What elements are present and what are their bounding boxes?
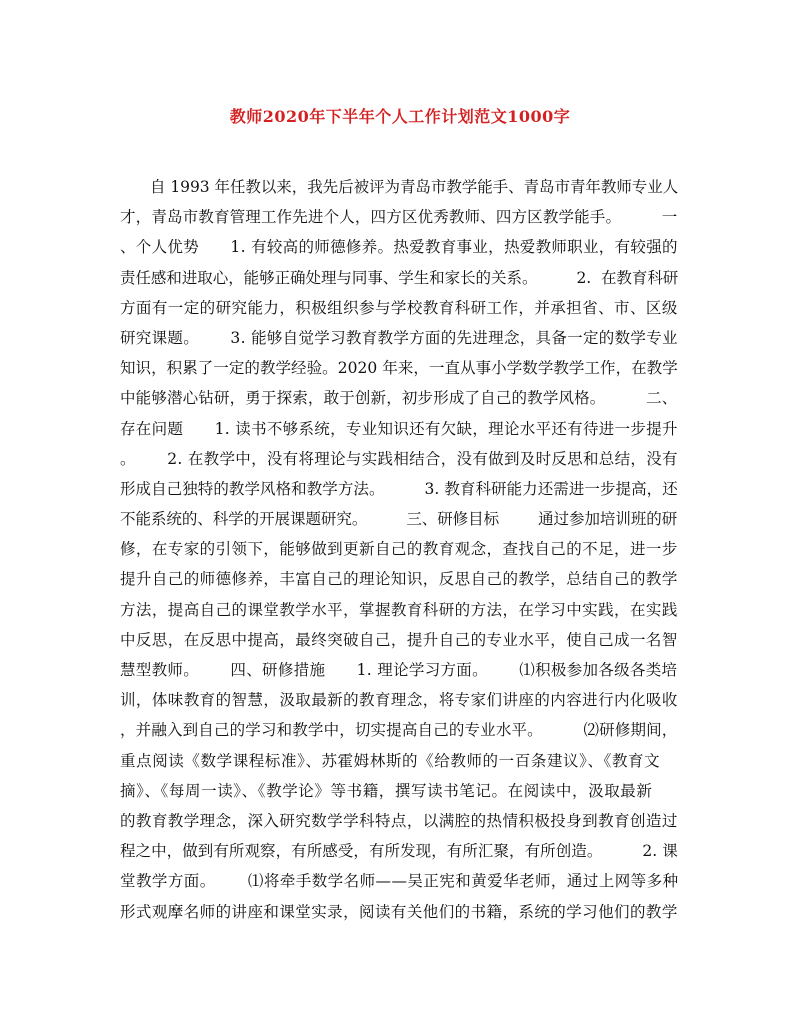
body-line: 慧型教师。 四、研修措施 1. 理论学习方面。 ⑴积极参加各级各类培: [120, 661, 678, 679]
body-line: 摘》、《每周一读》、《教学论》等书籍，撰写读书笔记。在阅读中，汲取最新: [120, 781, 653, 800]
body-line: 研究课题。 3. 能够自觉学习教育教学方面的先进理念，具备一定的数学专业: [120, 328, 678, 347]
body-line: 的教育教学理念，深入研究数学学科特点，以满腔的热情积极投身到教育创造过: [120, 811, 678, 830]
body-line: 中能够潜心钻研，勇于探索，敢于创新，初步形成了自己的教学风格。 二、: [120, 389, 678, 408]
body-line: 提升自己的师德修养，丰富自己的理论知识，反思自己的教学，总结自己的教学: [120, 570, 678, 589]
body-line: 中反思，在反思中提高，最终突破自己，提升自己的专业水平，使自己成一名智: [120, 630, 678, 649]
body-line: 程之中，做到有所观察，有所感受，有所发现，有所汇聚，有所创造。 2. 课: [120, 842, 678, 861]
body-line: 才，青岛市教育管理工作先进个人，四方区优秀教师、四方区教学能手。 一: [120, 208, 678, 227]
body-line: 形式观摩名师的讲座和课堂实录，阅读有关他们的书籍，系统的学习他们的教学: [120, 902, 678, 921]
document-title: 教师2020年下半年个人工作计划范文1000字: [229, 107, 571, 126]
body-line: 。 2. 在教学中，没有将理论与实践相结合，没有做到及时反思和总结，没有: [120, 449, 678, 468]
body-line: 方面有一定的研究能力，积极组织参与学校教育科研工作，并承担省、市、区级: [120, 298, 678, 317]
body-line: 训，体味教育的智慧，汲取最新的教育理念，将专家们讲座的内容进行内化吸收: [120, 691, 678, 710]
body-line: 重点阅读《数学课程标准》、苏霍姆林斯的《给教师的一百条建议》、《教育文: [120, 751, 661, 770]
body-line: 存在问题 1. 读书不够系统，专业知识还有欠缺，理论水平还有待进一步提升: [120, 419, 678, 438]
body-line: 不能系统的、科学的开展课题研究。 三、研修目标 通过参加培训班的研: [120, 510, 678, 529]
body-line: 堂教学方面。 ⑴将牵手数学名师——吴正宪和黄爱华老师，通过上网等多种: [120, 872, 679, 891]
body-line: 形成自己独特的教学风格和教学方法。 3. 教育科研能力还需进一步提高，还: [120, 479, 678, 498]
body-line: ，并融入到自己的学习和教学中，切实提高自己的专业水平。 ⑵研修期间，: [120, 721, 678, 740]
body-line: 知识，积累了一定的教学经验。2020 年来，一直从事小学数学教学工作，在教学: [120, 359, 678, 378]
body-line: 修，在专家的引领下，能够做到更新自己的教育观念，查找自己的不足，进一步: [120, 540, 678, 559]
body-line: 方法，提高自己的课堂教学水平，掌握教育科研的方法，在学习中实践，在实践: [120, 600, 678, 619]
document-body: [120, 172, 680, 927]
body-line: 自 1993 年任教以来，我先后被评为青岛市教学能手、青岛市青年教师专业人: [150, 178, 679, 196]
body-line: 、个人优势 1. 有较高的师德修养。热爱教育事业，热爱教师职业，有较强的: [120, 238, 678, 257]
body-line: 责任感和进取心，能够正确处理与同事、学生和家长的关系。 2. 在教育科研: [120, 268, 679, 287]
